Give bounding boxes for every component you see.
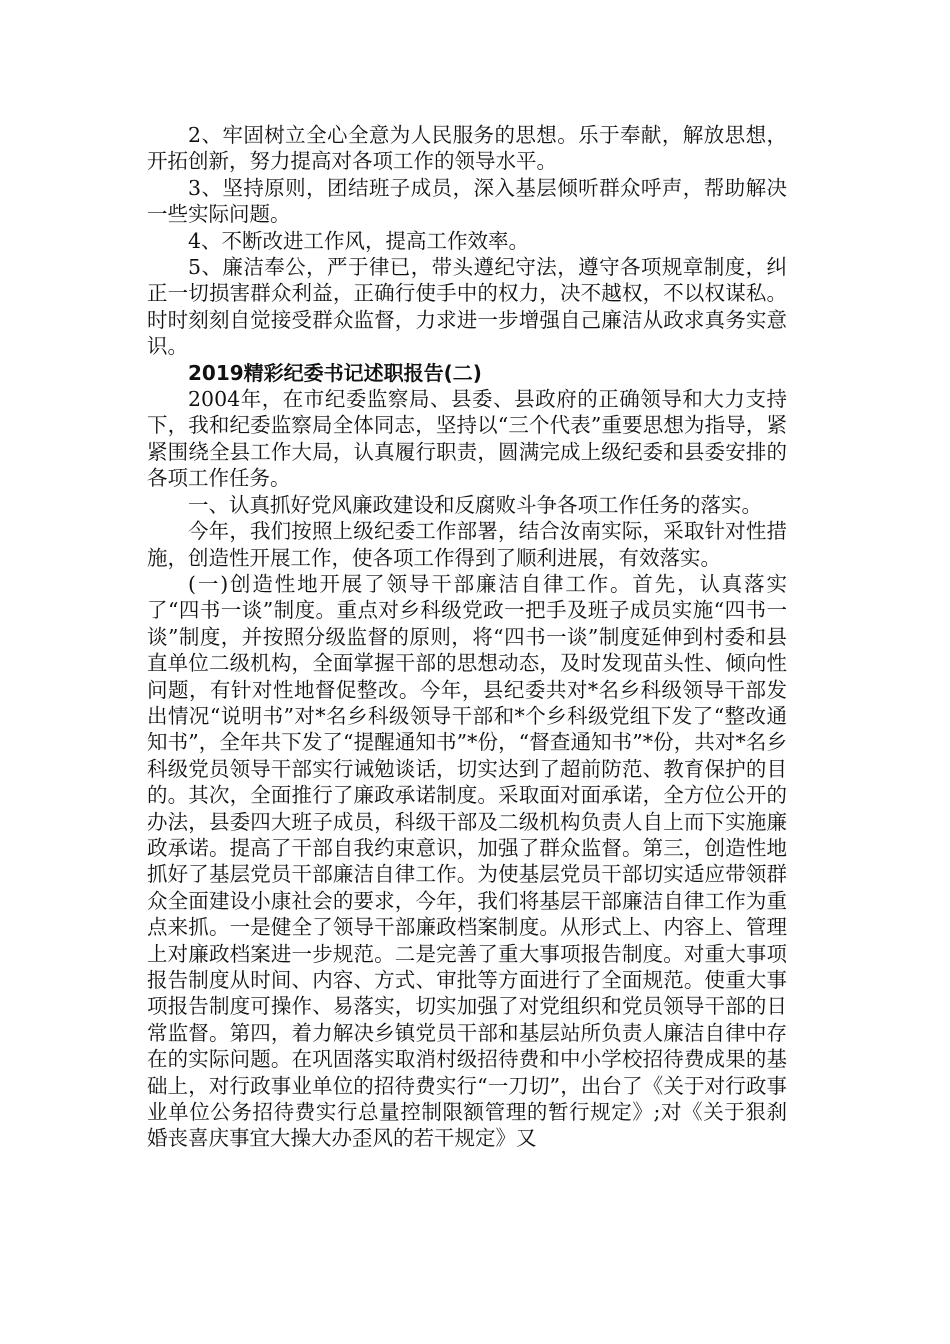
paragraph-intro: 2004年，在市纪委监察局、县委、县政府的正确领导和大力支持下，我和纪委监察局全体同志，坚持以“三个代表”重要思想为指导，紧紧围绕全县工作大局，认真履行职责，圆满完成上级纪委和县委安排的各项工作任务。 [147, 387, 787, 491]
section-heading: 2019精彩纪委书记述职报告(二) [188, 360, 482, 385]
paragraph-self-discipline: (一)创造性地开展了领导干部廉洁自律工作。首先，认真落实了“四书一谈”制度。重点对乡科级党政一把手及班子成员实施“四书一谈”制度，并按照分级监督的原则，将“四书一谈”制度延伸到村委和县直单位二级机构，全面掌握干部的思想动态，及时发现苗头性、倾向性问题，有针对性地督促整改。今年，县纪委共对*名乡科级领导干部发出情况“说明书”对*名乡科级领导干部和*个乡科级党组下发了“整改通知书”，全年共下发了“提醒通知书”*份，“督查通知书”*份，共对*名乡科级党员领导干部实行诫勉谈话，切实达到了超前防范、教育保护的目的。其次，全面推行了廉政承诺制度。采取面对面承诺，全方位公开的办法，县委四大班子成员，科级干部及二级机构负责人自上而下实施廉政承诺。提高了干部自我约束意识，加强了群众监督。第三，创造性地抓好了基层党员干部廉洁自律工作。为使基层党员干部切实适应带领群众全面建设小康社会的要求，今年，我们将基层干部廉洁自律工作为重点来抓。一是健全了领导干部廉政档案制度。从形式上、内容上、管理上对廉政档案进一步规范。二是完善了重大事项报告制度。对重大事项报告制度从时间、内容、方式、审批等方面进行了全面规范。使重大事项报告制度可操作、易落实，切实加强了对党组织和党员领导干部的日常监督。第四，着力解决乡镇党员干部和基层站所负责人廉洁自律中存在的实际问题。在巩固落实取消村级招待费和中小学校招待费成果的基础上，对行政事业单位的招待费实行“一刀切”，出台了《关于对行政事业单位公务招待费实行总量控制限额管理的暂行规定》;对《关于狠刹婚丧喜庆事宜大操大办歪风的若干规定》又 [147, 571, 787, 1151]
paragraph-part-one-heading: 一、认真抓好党风廉政建设和反腐败斗争各项工作任务的落实。 [188, 492, 762, 517]
paragraph-item-3: 3、坚持原则，团结班子成员，深入基层倾听群众呼声，帮助解决一些实际问题。 [147, 175, 787, 227]
paragraph-item-4: 4、不断改进工作风，提高工作效率。 [188, 228, 530, 253]
document-body [147, 122, 787, 1152]
paragraph-this-year: 今年，我们按照上级纪委工作部署，结合汝南实际，采取针对性措施，创造性开展工作，使各项工作得到了顺利进展，有效落实。 [147, 519, 787, 570]
paragraph-item-5: 5、廉洁奉公，严于律已，带头遵纪守法，遵守各项规章制度，纠正一切损害群众利益，正确行使手中的权力，决不越权，不以权谋私。时时刻刻自觉接受群众监督，力求进一步增强自己廉洁从政求真务实意识。 [147, 255, 787, 359]
paragraph-item-2: 2、牢固树立全心全意为人民服务的思想。乐于奉献，解放思想，开拓创新，努力提高对各项工作的领导水平。 [147, 123, 787, 174]
